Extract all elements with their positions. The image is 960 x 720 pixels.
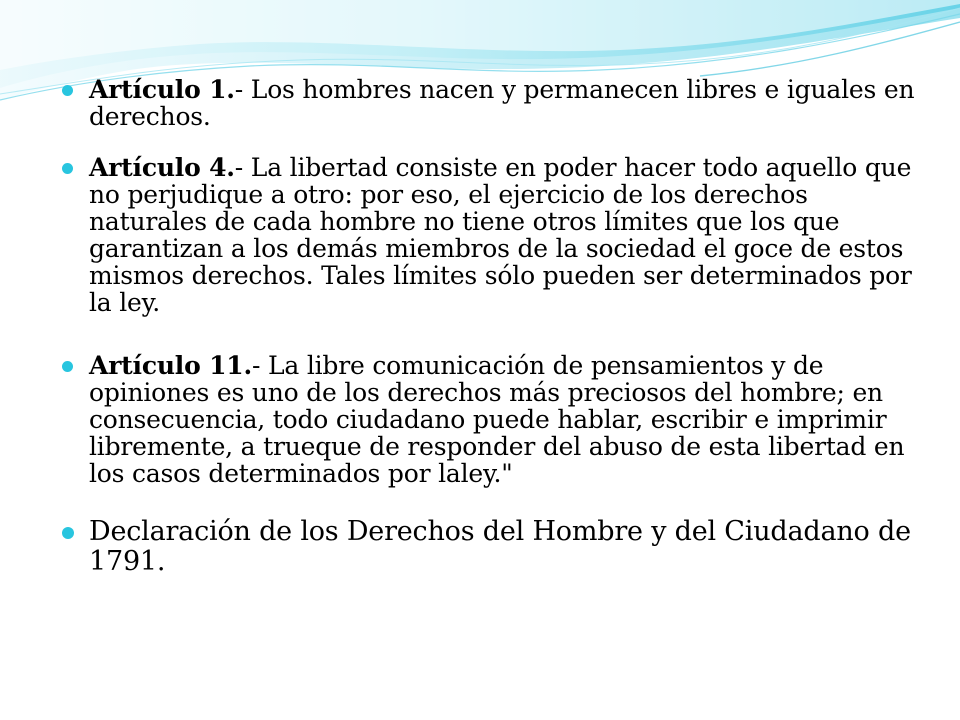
bullet-dot-icon bbox=[62, 527, 74, 539]
article-4-label: Artículo 4. bbox=[89, 153, 235, 182]
slide-content bbox=[62, 76, 922, 577]
article-11-item bbox=[62, 352, 922, 487]
article-4-text: - La libertad consiste en poder hacer todo aquello que no perjudique a otro: por eso, el ejercicio de los derechos naturales de cada hombre no tiene otros límites que los que garantizan a los demás miembros de la sociedad el goce de estos mismos derechos. Tales límites sólo pueden ser determinados por la ley. bbox=[89, 153, 912, 317]
bullet-dot-icon bbox=[62, 85, 73, 96]
bullet-dot-icon bbox=[62, 361, 73, 372]
article-1-item bbox=[62, 76, 922, 130]
declaration-source-item bbox=[62, 517, 922, 577]
article-11-label: Artículo 11. bbox=[89, 351, 252, 380]
article-1-label: Artículo 1. bbox=[89, 75, 235, 104]
article-1-text: - Los hombres nacen y permanecen libres e iguales en derechos. bbox=[89, 75, 915, 131]
article-4-item bbox=[62, 154, 922, 316]
declaration-source-text: Declaración de los Derechos del Hombre y del Ciudadano de 1791. bbox=[89, 516, 911, 577]
bullet-dot-icon bbox=[62, 163, 73, 174]
article-11-text: - La libre comunicación de pensamientos y de opiniones es uno de los derechos más preciosos del hombre; en consecuencia, todo ciudadano puede hablar, escribir e imprimir libremente, a trueque de responder del abuso de esta libertad en los casos determinados por laley." bbox=[89, 351, 905, 488]
